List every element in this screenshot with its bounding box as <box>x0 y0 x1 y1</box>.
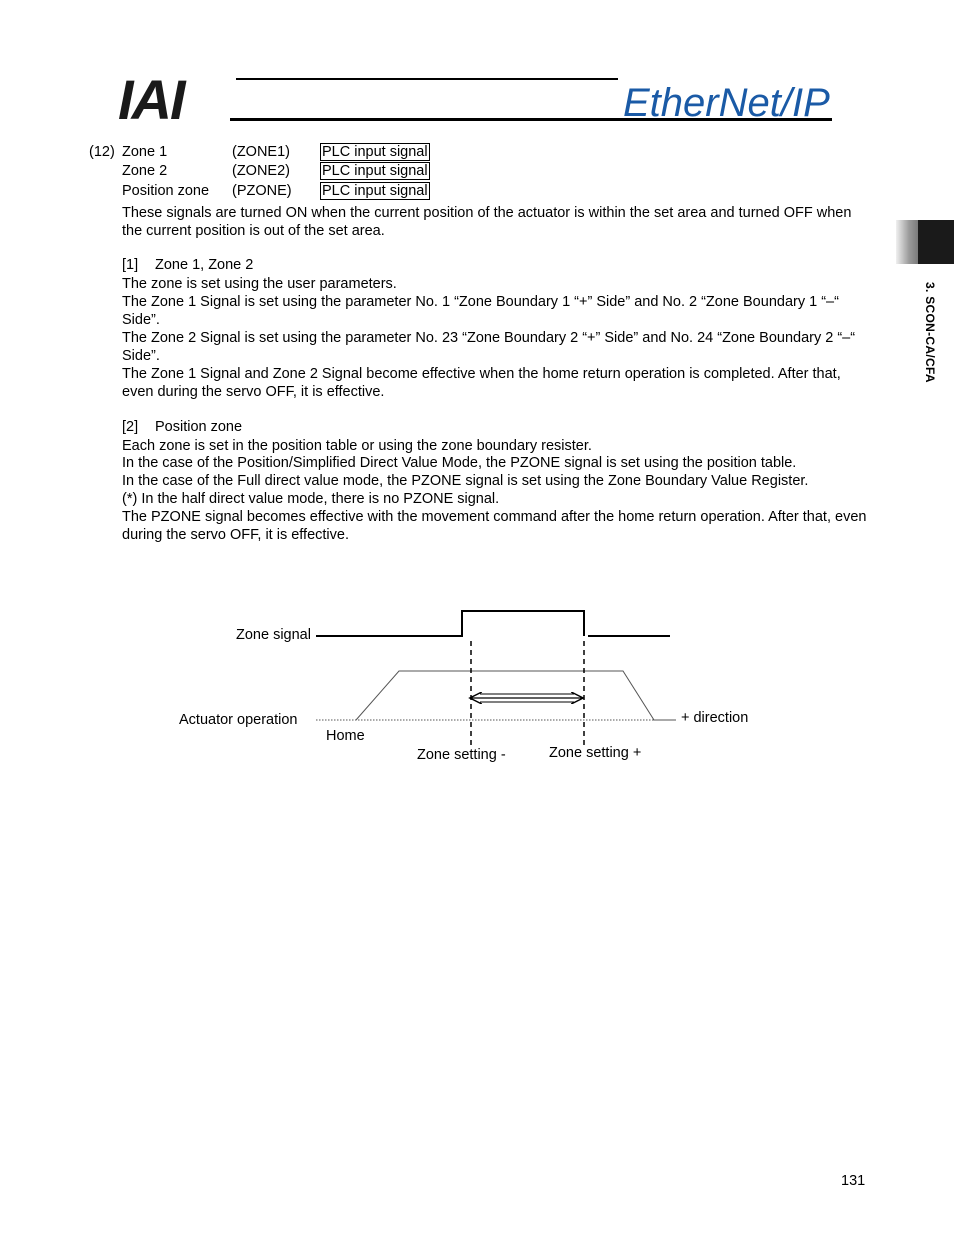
actuator-operation-label: Actuator operation <box>179 712 298 728</box>
signal-name: Position zone <box>122 183 210 199</box>
zone-signal-waveform <box>316 611 584 636</box>
paragraph: The PZONE signal becomes effective with the movement command after the home return operation. After that, even during the servo OFF, it is effective. <box>122 509 867 543</box>
signal-type-box: PLC input signal <box>322 144 428 160</box>
actuator-trapezoid <box>356 671 676 720</box>
paragraph: In the case of the Position/Simplified Direct Value Mode, the PZONE signal is set using the position table. <box>122 455 797 471</box>
chapter-tab-gradient <box>896 220 918 264</box>
signal-code: (ZONE1) <box>232 144 290 160</box>
paragraph: The zone is set using the user parameters. <box>122 276 397 292</box>
chapter-tab-block <box>918 220 954 264</box>
chapter-side-label: 3. SCON-CA/CFA <box>923 282 937 383</box>
paragraph: In the case of the Full direct value mode, the PZONE signal is set using the Zone Boundary Value Register. <box>122 473 809 489</box>
signal-name: Zone 2 <box>122 163 168 179</box>
subsection-label: [1] <box>122 257 139 273</box>
paragraph: The Zone 1 Signal and Zone 2 Signal become effective when the home return operation is completed. After that, even during the servo OFF, it is effective. <box>122 366 841 400</box>
paragraph: The Zone 2 Signal is set using the parameter No. 23 “Zone Boundary 2 “+” Side” and No. 24 “Zone Boundary 2 “–“ Side”. <box>122 330 856 364</box>
paragraph: (*) In the half direct value mode, there is no PZONE signal. <box>122 491 500 507</box>
header-rule-thin <box>236 78 618 80</box>
header-logo <box>118 72 838 127</box>
zone-setting-minus-label: Zone setting - <box>417 747 506 763</box>
paragraph: The Zone 1 Signal is set using the parameter No. 1 “Zone Boundary 1 “+” Side” and No. 2 “Zone Boundary 1 “–“ Side”. <box>122 294 839 328</box>
zone-signal-label: Zone signal <box>236 627 311 643</box>
product-title: EtherNet/IP <box>623 81 830 125</box>
signal-name: Zone 1 <box>122 144 168 160</box>
home-label: Home <box>326 728 365 744</box>
intro-paragraph: These signals are turned ON when the current position of the actuator is within the set area and turned OFF when the current position is out of the set area. <box>122 205 852 239</box>
signal-type-box: PLC input signal <box>322 183 428 199</box>
signal-code: (PZONE) <box>232 183 292 199</box>
zone-setting-plus-label: Zone setting + <box>549 745 642 761</box>
paragraph: Each zone is set in the position table or using the zone boundary resister. <box>122 438 592 454</box>
subsection-title: Position zone <box>155 419 243 435</box>
brand-logo: IAI <box>118 72 184 127</box>
page-number: 131 <box>841 1173 866 1189</box>
subsection-label: [2] <box>122 419 139 435</box>
plus-direction-label: + direction <box>681 710 749 726</box>
signal-code: (ZONE2) <box>232 163 290 179</box>
subsection-title: Zone 1, Zone 2 <box>155 257 254 273</box>
section-number: (12) <box>89 144 115 160</box>
zone-timing-diagram <box>170 595 770 775</box>
signal-type-box: PLC input signal <box>322 163 428 179</box>
